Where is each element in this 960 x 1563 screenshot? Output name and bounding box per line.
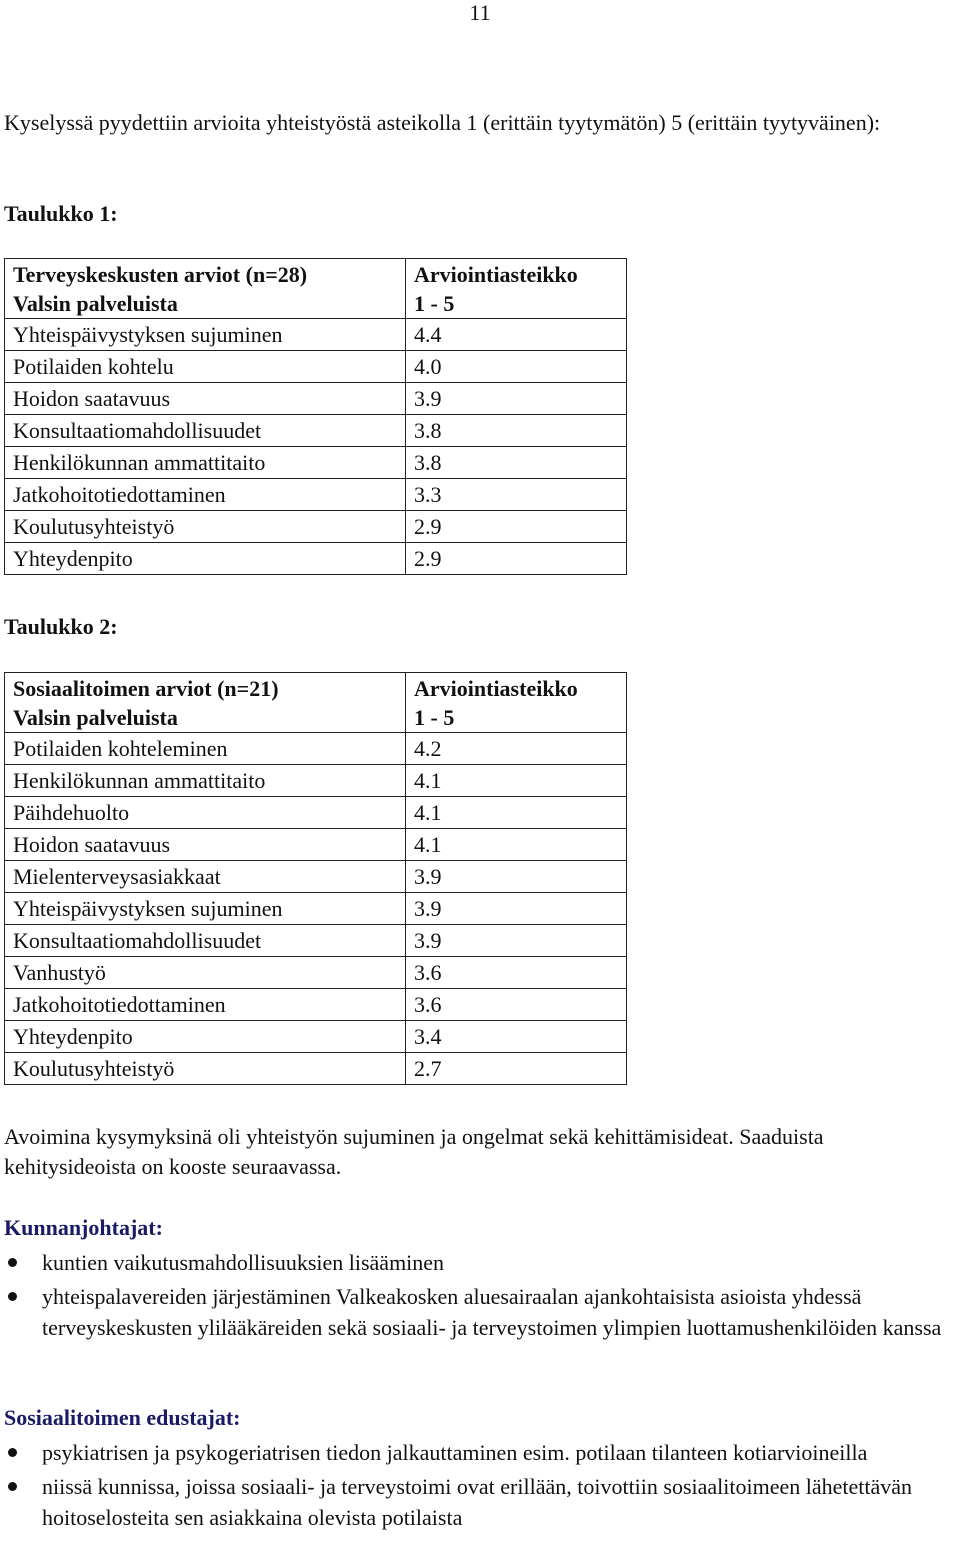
row-value: 2.9 [406, 543, 627, 575]
row-label: Yhteispäivystyksen sujuminen [5, 319, 406, 351]
list-item [0, 1437, 956, 1468]
table1-header-right [406, 259, 627, 319]
row-label: Henkilökunnan ammattitaito [5, 447, 406, 479]
table1-header-right-line2: 1 - 5 [414, 291, 455, 316]
row-value: 3.6 [406, 957, 627, 989]
row-label: Potilaiden kohtelu [5, 351, 406, 383]
table1-header-row [5, 259, 627, 319]
bullet-icon [8, 1482, 17, 1491]
section-heading-kunnanjohtajat: Kunnanjohtajat: [4, 1215, 163, 1240]
table2 [4, 672, 627, 1085]
table1-caption: Taulukko 1: [4, 201, 118, 226]
row-value: 4.2 [406, 733, 627, 765]
list-item [0, 1471, 956, 1533]
list-item-text: yhteispalavereiden järjestäminen Valkeakosken aluesairaalan ajankohtaisista asioista yhdessä terveyskeskusten ylilääkäreiden sekä sosiaali- ja terveystoimen ylimpien luottamushenkilöiden kanssa [42, 1284, 942, 1340]
list-item-text: niissä kunnissa, joissa sosiaali- ja terveystoimi ovat erillään, toivottiin sosiaalitoimeen lähetettävän hoitoselosteita sen asiakkaina olevista potilaista [42, 1474, 913, 1530]
table1-header-left [5, 259, 406, 319]
list-item [0, 1247, 956, 1278]
row-value: 2.9 [406, 511, 627, 543]
table-row [5, 351, 627, 383]
table1-header-left-line1: Terveyskeskusten arviot (n=28) [13, 262, 308, 287]
table-row [5, 383, 627, 415]
summary-paragraph: Avoimina kysymyksinä oli yhteistyön sujuminen ja ongelmat sekä kehittämisideat. Saaduista kehitysideoista on kooste seuraavassa. [4, 1124, 824, 1179]
table2-header-right-line2: 1 - 5 [414, 705, 455, 730]
row-value: 4.0 [406, 351, 627, 383]
table-row [5, 733, 627, 765]
row-value: 3.9 [406, 383, 627, 415]
table1-header-right-line1: Arviointiasteikko [414, 262, 578, 287]
row-label: Konsultaatiomahdollisuudet [5, 925, 406, 957]
table-row [5, 1021, 627, 1053]
table1-header-left-line2: Valsin palveluista [13, 291, 178, 316]
list-item-text: psykiatrisen ja psykogeriatrisen tiedon jalkauttaminen esim. potilaan tilanteen kotiarvioineilla [42, 1440, 868, 1465]
table-row [5, 415, 627, 447]
table-row [5, 511, 627, 543]
row-value: 4.1 [406, 797, 627, 829]
section-heading-sosiaalitoimen-edustajat: Sosiaalitoimen edustajat: [4, 1405, 241, 1430]
row-label: Jatkohoitotiedottaminen [5, 479, 406, 511]
row-value: 3.3 [406, 479, 627, 511]
table-row [5, 543, 627, 575]
row-value: 4.1 [406, 765, 627, 797]
row-label: Koulutusyhteistyö [5, 1053, 406, 1085]
bullet-list-sosiaalitoimen-edustajat [0, 1437, 956, 1536]
table-row [5, 319, 627, 351]
row-label: Hoidon saatavuus [5, 829, 406, 861]
row-value: 3.4 [406, 1021, 627, 1053]
list-item-text: kuntien vaikutusmahdollisuuksien lisääminen [42, 1250, 445, 1275]
row-value: 3.9 [406, 925, 627, 957]
bullet-icon [8, 1258, 17, 1267]
row-label: Koulutusyhteistyö [5, 511, 406, 543]
row-label: Mielenterveysasiakkaat [5, 861, 406, 893]
row-value: 3.9 [406, 861, 627, 893]
row-label: Potilaiden kohteleminen [5, 733, 406, 765]
table2-header-left-line2: Valsin palveluista [13, 705, 178, 730]
row-value: 3.9 [406, 893, 627, 925]
list-item [0, 1281, 956, 1343]
bullet-icon [8, 1448, 17, 1457]
bullet-list-kunnanjohtajat [0, 1247, 956, 1346]
table2-header-row [5, 673, 627, 733]
table-row [5, 893, 627, 925]
table2-header-right-line1: Arviointiasteikko [414, 676, 578, 701]
row-value: 3.8 [406, 447, 627, 479]
row-value: 2.7 [406, 1053, 627, 1085]
table2-header-left [5, 673, 406, 733]
row-value: 4.4 [406, 319, 627, 351]
table-row [5, 447, 627, 479]
table-row [5, 1053, 627, 1085]
table-row [5, 829, 627, 861]
table-row [5, 989, 627, 1021]
table-row [5, 925, 627, 957]
table2-header-right [406, 673, 627, 733]
row-label: Päihdehuolto [5, 797, 406, 829]
page-number: 11 [469, 0, 491, 25]
row-label: Henkilökunnan ammattitaito [5, 765, 406, 797]
row-value: 4.1 [406, 829, 627, 861]
row-label: Yhteydenpito [5, 543, 406, 575]
intro-text: Kyselyssä pyydettiin arvioita yhteistyöstä asteikolla 1 (erittäin tyytymätön) 5 (erittäin tyytyväinen): [4, 110, 881, 135]
bullet-icon [8, 1292, 17, 1301]
row-label: Hoidon saatavuus [5, 383, 406, 415]
row-value: 3.6 [406, 989, 627, 1021]
row-label: Konsultaatiomahdollisuudet [5, 415, 406, 447]
table-row [5, 797, 627, 829]
row-label: Jatkohoitotiedottaminen [5, 989, 406, 1021]
table-row [5, 957, 627, 989]
table2-caption: Taulukko 2: [4, 614, 118, 639]
table-row [5, 479, 627, 511]
row-label: Vanhustyö [5, 957, 406, 989]
row-label: Yhteydenpito [5, 1021, 406, 1053]
table1 [4, 258, 627, 575]
row-label: Yhteispäivystyksen sujuminen [5, 893, 406, 925]
table-row [5, 765, 627, 797]
table2-header-left-line1: Sosiaalitoimen arviot (n=21) [13, 676, 279, 701]
table-row [5, 861, 627, 893]
row-value: 3.8 [406, 415, 627, 447]
